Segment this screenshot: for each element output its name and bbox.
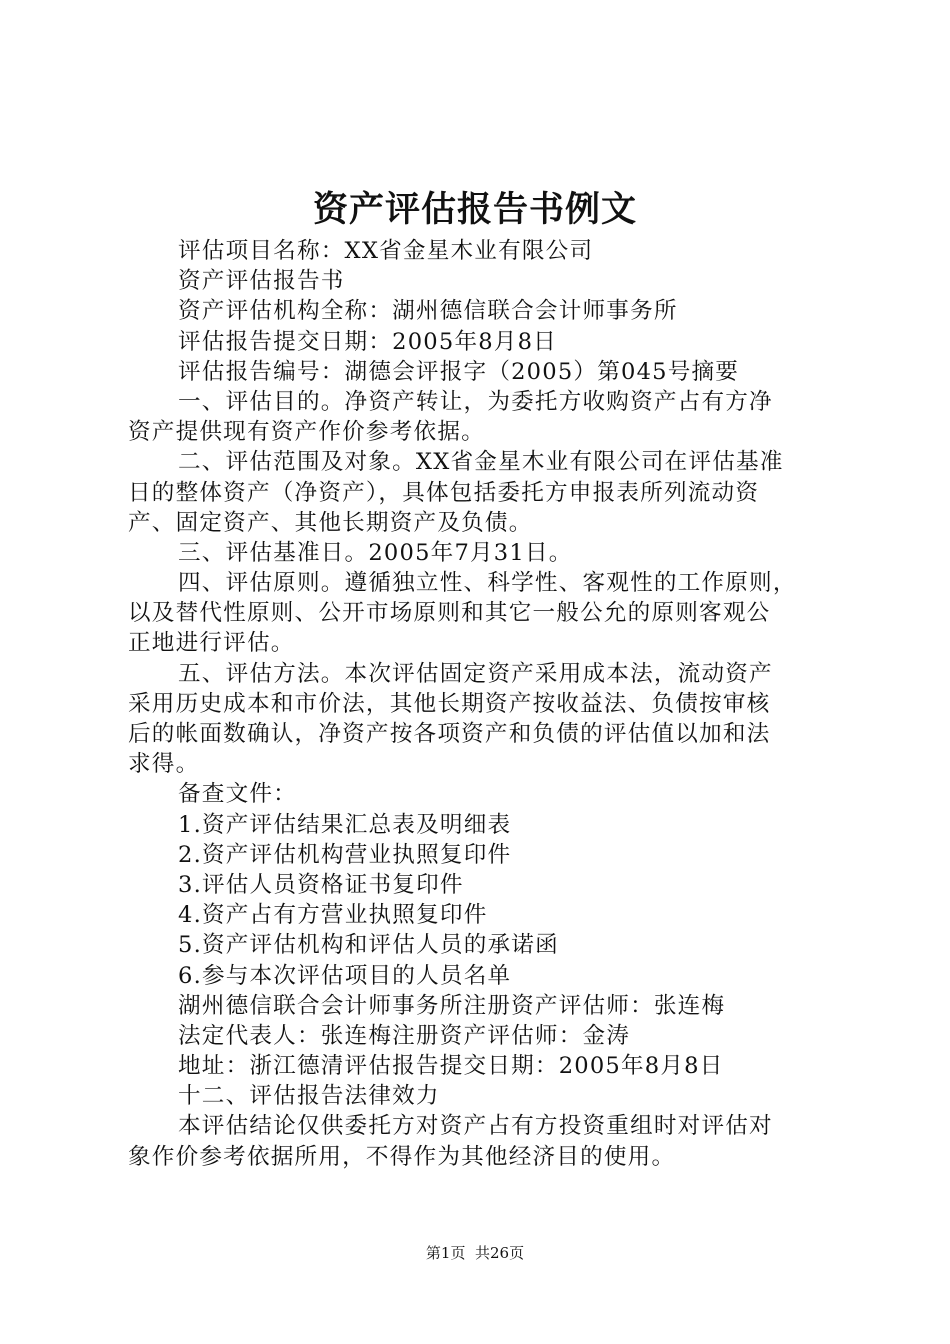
document-line: 十二、评估报告法律效力 (178, 1083, 440, 1110)
document-line: 1.资产评估结果汇总表及明细表 (178, 811, 512, 838)
document-body (128, 236, 834, 1172)
document-line: 3.评估人员资格证书复印件 (178, 871, 464, 898)
document-line: 正地进行评估。 (128, 630, 295, 657)
document-line: 一、评估目的。净资产转让，为委托方收购资产占有方净 (178, 388, 773, 415)
document-line: 评估报告编号：湖德会评报字（2005）第045号摘要 (178, 358, 740, 385)
document-line: 四、评估原则。遵循独立性、科学性、客观性的工作原则， (178, 570, 797, 597)
page-footer: 第1页 共26页 (425, 1244, 525, 1262)
document-line: 采用历史成本和市价法，其他长期资产按收益法、负债按审核 (128, 690, 771, 717)
document-line: 4.资产占有方营业执照复印件 (178, 902, 488, 929)
document-line: 法定代表人：张连梅注册资产评估师：金涛 (178, 1022, 631, 1049)
document-line: 评估项目名称：XX省金星木业有限公司 (178, 238, 594, 264)
document-line: 二、评估范围及对象。XX省金星木业有限公司在评估基准 (178, 449, 784, 476)
document-line: 日的整体资产（净资产），具体包括委托方申报表所列流动资 (128, 479, 760, 506)
document-title: 资产评估报告书例文 (312, 189, 637, 230)
document-line: 资产提供现有资产作价参考依据。 (128, 419, 485, 446)
document-line: 五、评估方法。本次评估固定资产采用成本法，流动资产 (178, 660, 773, 687)
document-line: 地址：浙江德清评估报告提交日期：2005年8月8日 (178, 1053, 724, 1080)
document-line: 象作价参考依据所用，不得作为其他经济目的使用。 (128, 1143, 676, 1170)
document-line: 2.资产评估机构营业执照复印件 (178, 841, 512, 868)
document-line: 以及替代性原则、公开市场原则和其它一般公允的原则客观公 (128, 600, 771, 627)
document-line: 本评估结论仅供委托方对资产占有方投资重组时对评估对 (178, 1113, 773, 1140)
document-line: 资产评估报告书 (178, 268, 345, 295)
document-line: 评估报告提交日期：2005年8月8日 (178, 328, 557, 355)
document-line: 三、评估基准日。2005年7月31日。 (178, 539, 573, 566)
document-line: 湖州德信联合会计师事务所注册资产评估师：张连梅 (178, 992, 726, 1019)
document-line: 产、固定资产、其他长期资产及负债。 (128, 509, 533, 536)
document-line: 5.资产评估机构和评估人员的承诺函 (178, 932, 559, 959)
document-line: 求得。 (128, 751, 200, 778)
document-line: 后的帐面数确认，净资产按各项资产和负债的评估值以加和法 (128, 721, 771, 747)
document-line: 备查文件： (178, 781, 297, 808)
document-line: 资产评估机构全称：湖州德信联合会计师事务所 (178, 298, 678, 325)
document-line: 6.参与本次评估项目的人员名单 (178, 962, 512, 989)
